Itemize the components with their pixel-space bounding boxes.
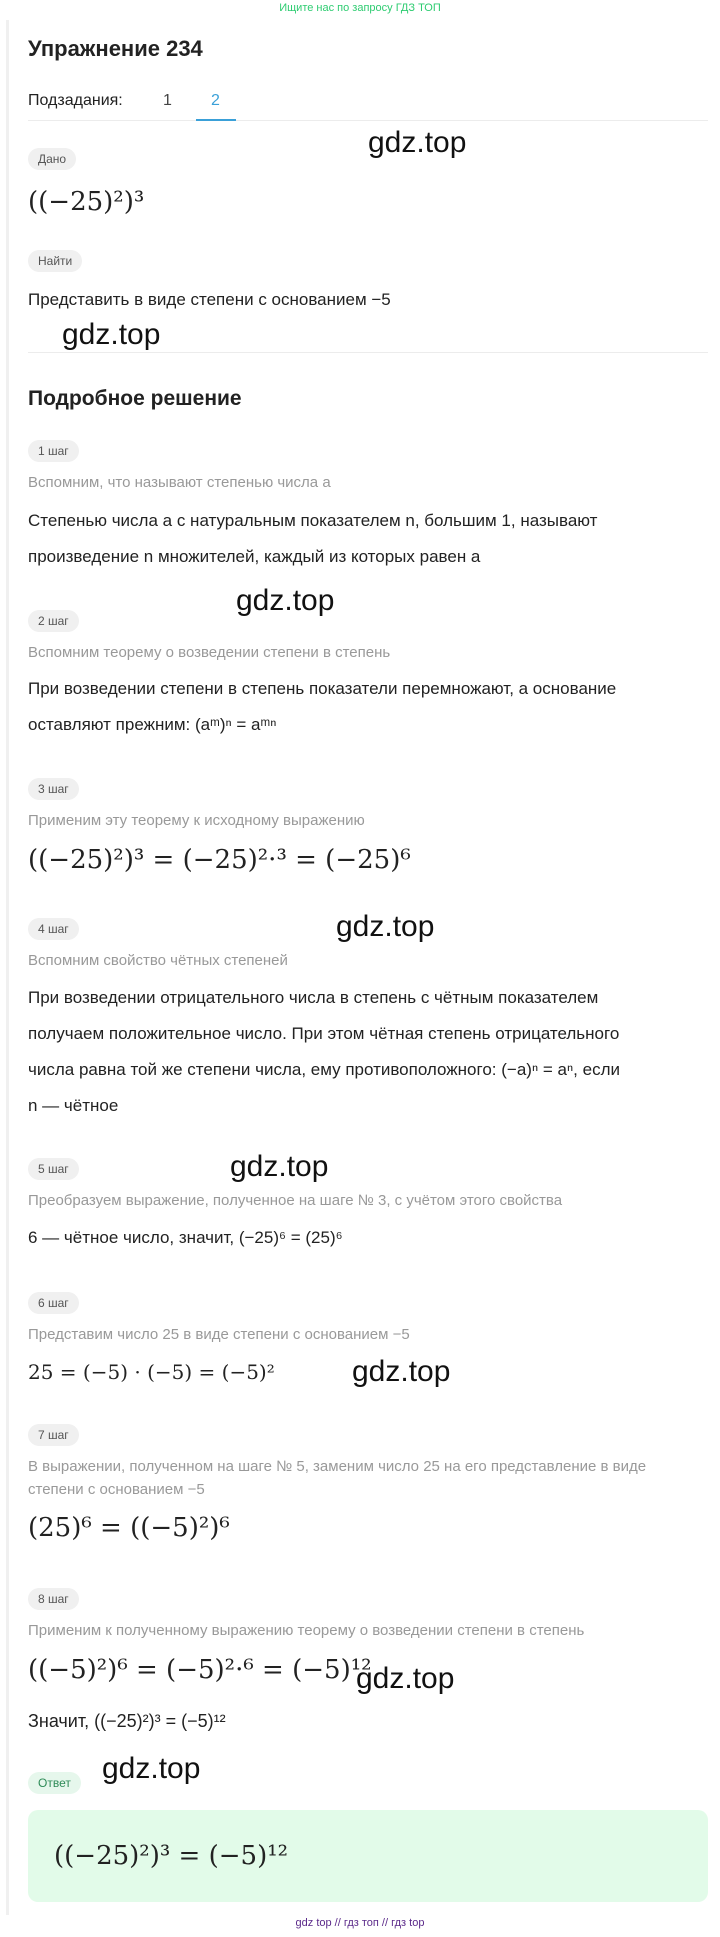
watermark: gdz.top — [356, 1662, 455, 1695]
section-divider — [28, 352, 708, 353]
watermark: gdz.top — [230, 1150, 329, 1183]
step-1-line-1: Степенью числа a с натуральным показателем n, большим 1, называют — [28, 511, 598, 530]
step-8-conclusion: Значит, ((−25)²)³ = (−5)¹² — [28, 1711, 226, 1731]
answer-expression: ((−25)²)³ = (−5)¹² — [54, 1841, 289, 1871]
step-8-formula: ((−5)²)⁶ = (−5)²·⁶ = (−5)¹² — [28, 1655, 372, 1685]
watermark: gdz.top — [102, 1752, 201, 1785]
step-6-formula: 25 = (−5) · (−5) = (−5)² — [28, 1360, 275, 1384]
tab-subtask-2[interactable]: 2 — [211, 92, 220, 109]
step-7-hint-1: В выражении, полученном на шаге № 5, заменим число 25 на его представление в виде — [28, 1458, 647, 1475]
step-4-line-1: При возведении отрицательного числа в степень с чётным показателем — [28, 988, 599, 1007]
given-pill: Дано — [28, 148, 76, 170]
watermark: gdz.top — [336, 910, 435, 943]
find-text: Представить в виде степени с основанием −5 — [28, 290, 391, 309]
page-title: Упражнение 234 — [28, 36, 203, 61]
step-7-formula: (25)⁶ = ((−5)²)⁶ — [28, 1513, 230, 1543]
watermark: gdz.top — [236, 584, 335, 617]
watermark: gdz.top — [62, 318, 161, 351]
watermark: gdz.top — [368, 126, 467, 159]
step-6-hint: Представим число 25 в виде степени с основанием −5 — [28, 1326, 410, 1343]
step-4-line-2: получаем положительное число. При этом чётная степень отрицательного — [28, 1024, 620, 1043]
step-3-formula: ((−25)²)³ = (−25)²·³ = (−25)⁶ — [28, 845, 411, 875]
tabs-divider — [28, 120, 708, 121]
step-4-line-3: числа равна той же степени числа, ему противоположного: (−a)ⁿ = aⁿ, если — [28, 1060, 620, 1079]
step-5-pill: 5 шаг — [28, 1158, 79, 1180]
find-pill: Найти — [28, 250, 82, 272]
tab-subtask-1[interactable]: 1 — [163, 92, 172, 109]
step-1-pill: 1 шаг — [28, 440, 79, 462]
step-6-pill: 6 шаг — [28, 1292, 79, 1314]
solution-title: Подробное решение — [28, 387, 242, 410]
step-5-line-1: 6 — чётное число, значит, (−25)⁶ = (25)⁶ — [28, 1228, 343, 1247]
step-1-line-2: произведение n множителей, каждый из которых равен a — [28, 547, 481, 566]
step-3-hint: Применим эту теорему к исходному выражению — [28, 812, 365, 829]
top-banner: Ищите нас по запросу ГДЗ ТОП — [279, 2, 441, 14]
step-2-hint: Вспомним теорему о возведении степени в степень — [28, 644, 391, 661]
answer-pill: Ответ — [28, 1772, 81, 1794]
given-expression: ((−25)²)³ — [28, 187, 145, 217]
step-7-pill: 7 шаг — [28, 1424, 79, 1446]
step-1-hint: Вспомним, что называют степенью числа a — [28, 474, 331, 491]
watermark: gdz.top — [352, 1355, 451, 1388]
step-2-line-2: оставляют прежним: (aᵐ)ⁿ = aᵐⁿ — [28, 715, 277, 734]
step-8-pill: 8 шаг — [28, 1588, 79, 1610]
active-tab-indicator — [196, 119, 236, 121]
step-8-hint: Применим к полученному выражению теорему о возведении степени в степень — [28, 1622, 585, 1639]
step-2-line-1: При возведении степени в степень показатели перемножают, а основание — [28, 679, 617, 698]
step-3-pill: 3 шаг — [28, 778, 79, 800]
subtasks-label: Подзадания: — [28, 92, 123, 109]
footer-links[interactable]: gdz top // гдз топ // гдз top — [295, 1917, 425, 1929]
step-7-hint-2: степени с основанием −5 — [28, 1481, 205, 1498]
step-5-hint: Преобразуем выражение, полученное на шаге № 3, с учётом этого свойства — [28, 1192, 563, 1209]
step-4-line-4: n — чётное — [28, 1096, 119, 1115]
step-4-hint: Вспомним свойство чётных степеней — [28, 952, 288, 969]
step-2-pill: 2 шаг — [28, 610, 79, 632]
step-4-pill: 4 шаг — [28, 918, 79, 940]
